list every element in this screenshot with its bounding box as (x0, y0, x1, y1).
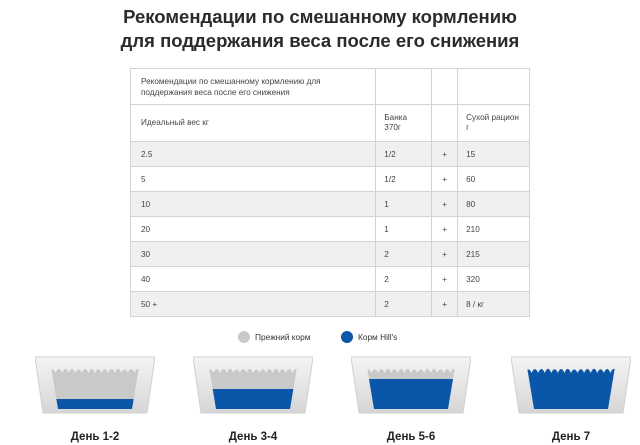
cell-can: 1 (376, 192, 432, 217)
hills-food-portion (207, 389, 299, 411)
cell-plus: + (432, 142, 458, 167)
day-label: День 7 (551, 431, 591, 443)
table-header-row (131, 105, 530, 142)
cell-weight: 5 (131, 167, 376, 192)
header-can: Банка 370г (376, 105, 432, 142)
day-label: День 5-6 (386, 431, 436, 443)
old-food-dot-icon (238, 331, 250, 343)
title-line-1: Рекомендации по смешанному кормлению (123, 6, 517, 27)
cell-weight: 10 (131, 192, 376, 217)
food-bowl (351, 353, 471, 415)
table-row (131, 217, 530, 242)
food-bowl (511, 353, 631, 415)
header-weight: Идеальный вес кг (131, 105, 376, 142)
page-title (0, 5, 640, 53)
cell-plus: + (432, 292, 458, 317)
food-bowl (35, 353, 155, 415)
legend-hills-food (341, 331, 397, 343)
cell-weight: 30 (131, 242, 376, 267)
food-bowl (193, 353, 313, 415)
legend (0, 331, 640, 345)
title-line-2: для поддержания веса после его снижения (120, 30, 520, 51)
legend-old-food-label: Прежний корм (255, 332, 311, 342)
cell-can: 2 (376, 292, 432, 317)
legend-hills-food-label: Корм Hill's (358, 332, 398, 342)
cell-plus: + (432, 167, 458, 192)
header-dry: Сухой рацион г (458, 105, 530, 142)
cell-dry: 210 (458, 217, 530, 242)
cell-plus: + (432, 267, 458, 292)
cell-plus: + (432, 217, 458, 242)
bowl-illustration (35, 353, 155, 415)
table-row (131, 167, 530, 192)
table-row (131, 142, 530, 167)
cell-weight: 20 (131, 217, 376, 242)
cell-dry: 320 (458, 267, 530, 292)
table-caption-row (131, 69, 530, 105)
cell-weight: 50 + (131, 292, 376, 317)
cell-dry: 8 / кг (458, 292, 530, 317)
cell-dry: 80 (458, 192, 530, 217)
feeding-table (130, 68, 530, 317)
hills-food-portion (365, 379, 457, 411)
cell-can: 2 (376, 242, 432, 267)
cell-dry: 60 (458, 167, 530, 192)
table-row (131, 267, 530, 292)
bowl-illustration (351, 353, 471, 415)
cell-can: 1 (376, 217, 432, 242)
table-row (131, 292, 530, 317)
cell-plus: + (432, 242, 458, 267)
cell-can: 1/2 (376, 167, 432, 192)
cell-weight: 40 (131, 267, 376, 292)
hills-food-dot-icon (341, 331, 353, 343)
hills-food-portion (525, 369, 617, 411)
cell-dry: 215 (458, 242, 530, 267)
table-row (131, 192, 530, 217)
bowl-illustration (193, 353, 313, 415)
day-label: День 3-4 (228, 431, 278, 443)
legend-old-food (238, 331, 310, 343)
cell-can: 1/2 (376, 142, 432, 167)
cell-can: 2 (376, 267, 432, 292)
cell-weight: 2.5 (131, 142, 376, 167)
cell-plus: + (432, 192, 458, 217)
table-caption: Рекомендации по смешанному кормлению для поддержания веса после его снижения (131, 69, 376, 105)
table-row (131, 242, 530, 267)
bowl-illustration (511, 353, 631, 415)
day-label: День 1-2 (70, 431, 120, 443)
cell-dry: 15 (458, 142, 530, 167)
